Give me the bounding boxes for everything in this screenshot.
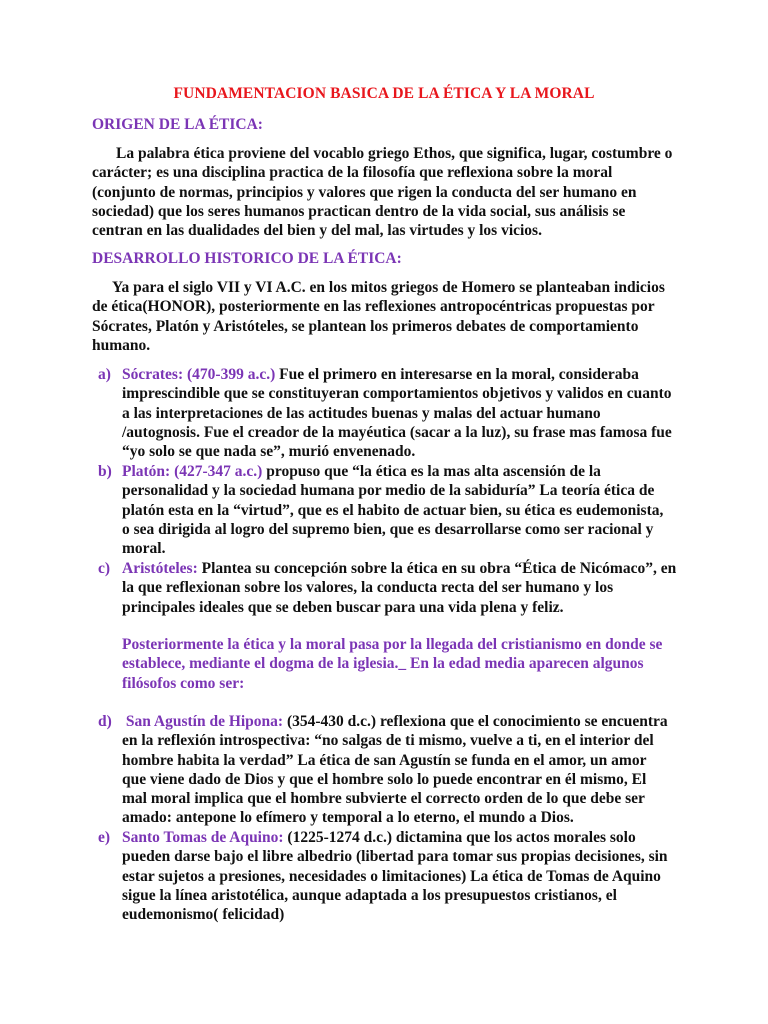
list-item-line: “yo solo se que nada se”, murió envenenado. — [122, 443, 416, 461]
paragraph-line: Posteriormente la ética y la moral pasa por la llegada del cristianismo en donde se — [122, 636, 663, 653]
list-item-line: sigue la línea aristotélica, aunque adaptada a los presupuestos cristianos, el — [122, 886, 617, 904]
list-marker: c) — [98, 560, 111, 577]
list-item-line: /autognosis. Fue el creador de la mayéutica (sacar a la luz), su frase mas famosa fue — [122, 423, 672, 441]
list-marker: e) — [98, 829, 111, 846]
list-item-line: principales ideales que se deben buscar para una vida plena y feliz. — [122, 598, 564, 616]
list-item-text: (1225-1274 d.c.) dictamina que los actos morales solo — [283, 829, 636, 846]
section-heading-origen: ORIGEN DE LA ÉTICA: — [92, 116, 263, 133]
list-item-line: en la reflexión introspectiva: “no salgas de ti mismo, vuelve a ti, en el interior del — [122, 732, 654, 750]
list-item-line: moral. — [122, 540, 166, 558]
philosopher-name: Santo Tomas de Aquino: — [122, 829, 284, 846]
list-item-line: la que reflexionan sobre los valores, la conducta recta del ser humano y los — [122, 579, 614, 597]
list-item-line: mal moral implica que el hombre subvierte el correcto orden de lo que debe ser — [122, 790, 645, 808]
paragraph-line: (conjunto de normas, principios y valores que rigen la conducta del ser humano en — [92, 183, 637, 201]
list-item-line: que viene dado de Dios y que el hombre solo lo puede encontrar en él mismo, El — [122, 770, 647, 788]
list-item-line: a las interpretaciones de las actitudes buenas y malas del actuar humano — [122, 404, 601, 422]
paragraph-line: establece, mediante el dogma de la iglesia._ En la edad media aparecen algunos — [122, 655, 644, 673]
paragraph-line: La palabra ética proviene del vocablo griego Ethos, que significa, lugar, costumbre o — [116, 145, 673, 162]
document-title: FUNDAMENTACION BASICA DE LA ÉTICA Y LA MORAL — [173, 85, 595, 102]
list-marker: a) — [98, 366, 111, 383]
paragraph-desarrollo — [92, 278, 692, 355]
paragraph-line: humano. — [92, 336, 151, 354]
paragraph-line: filósofos como ser: — [122, 674, 245, 692]
paragraph-line: carácter; es una disciplina practica de la filosofía que reflexiona sobre la moral — [92, 164, 613, 182]
list-item-line: amado: antepone lo efímero y temporal a lo eterno, el mundo a Dios. — [122, 809, 574, 827]
paragraph-line: centran en las dualidades del bien y del mal, las virtudes y los vicios. — [92, 222, 542, 240]
list-item-line: platón esta en la “virtud”, que es el habito de actuar bien, su ética es eudemonista, — [122, 501, 664, 519]
list-item-line: o sea dirigida al logro del supremo bien, que es desarrollarse como ser racional y — [122, 520, 654, 538]
list-item-line: pueden darse bajo el libre albedrio (libertad para tomar sus propias decisiones, sin — [122, 848, 668, 866]
philosopher-name: San Agustín de Hipona: — [122, 713, 284, 730]
paragraph-transition — [122, 635, 722, 693]
list-marker: b) — [98, 463, 112, 480]
philosopher-name: Platón: (427-347 a.c.) — [122, 463, 263, 480]
list-item-text: propuso que “la ética es la mas alta ascensión de la — [262, 463, 601, 480]
list-marker: d) — [98, 713, 112, 730]
paragraph-line: de ética(HONOR), posteriormente en las reflexiones antropocéntricas propuestas por — [92, 298, 655, 316]
list-item-line: imprescindible que se constituyeran comportamientos objetivos y validos en cuanto — [122, 385, 672, 403]
paragraph-line: Ya para el siglo VII y VI A.C. en los mitos griegos de Homero se planteaban indicios — [112, 279, 665, 296]
paragraph-origen — [92, 144, 692, 240]
list-item-line: personalidad y la sociedad humana por medio de la sabiduría” La teoría ética de — [122, 482, 655, 500]
list-item-text: Fue el primero en interesarse en la moral, consideraba — [275, 366, 639, 383]
list-item-text: (354-430 d.c.) reflexiona que el conocimiento se encuentra — [283, 713, 668, 730]
philosopher-name: Sócrates: (470-399 a.c.) — [122, 366, 276, 383]
list-item-line: hombre habita la verdad” La ética de san Agustín se funda en el amor, un amor — [122, 751, 647, 769]
list-item-line: eudemonismo( felicidad) — [122, 906, 285, 924]
list-item-text: Plantea su concepción sobre la ética en su obra “Ética de Nicómaco”, en — [197, 560, 677, 577]
list-item-line: estar sujetos a presiones, necesidades o limitaciones) La ética de Tomas de Aquino — [122, 867, 661, 885]
paragraph-line: sociedad) que los seres humanos practican dentro de la vida social, sus análisis se — [92, 202, 626, 220]
paragraph-line: Sócrates, Platón y Aristóteles, se plantean los primeros debates de comportamiento — [92, 317, 639, 335]
section-heading-desarrollo: DESARROLLO HISTORICO DE LA ÉTICA: — [92, 250, 402, 267]
philosopher-name: Aristóteles: — [122, 560, 198, 577]
